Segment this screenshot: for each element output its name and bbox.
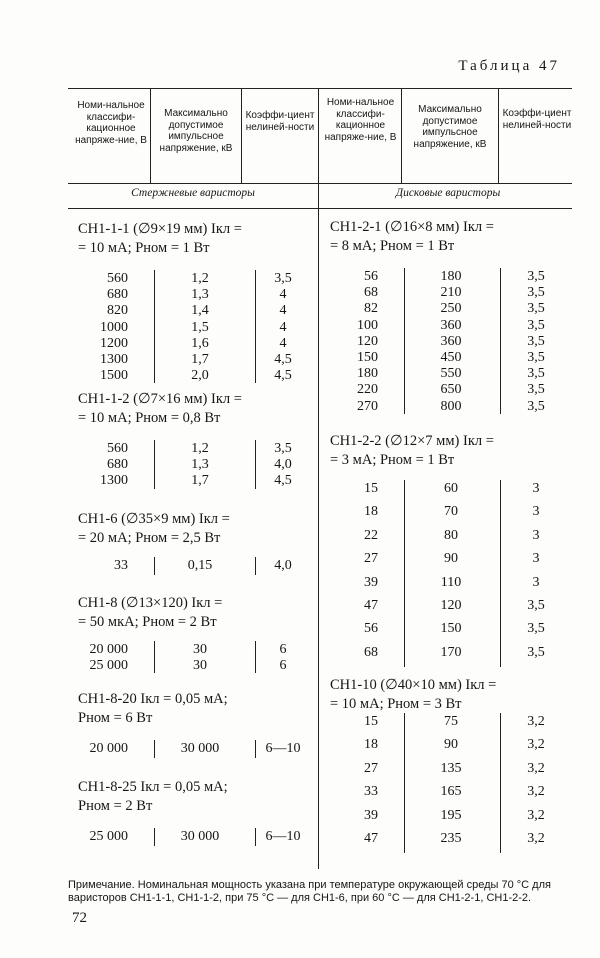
- nonlinearity-cell: 3,5: [527, 598, 545, 613]
- pulse-voltage-cell: 1,6: [191, 335, 209, 351]
- voltage-cell: 39: [364, 574, 378, 590]
- nonlinearity-cell: 4,5: [274, 352, 292, 367]
- voltage-cell: 270: [357, 398, 378, 414]
- pulse-voltage-cell: 235: [440, 831, 462, 846]
- nonlinearity-cell: 3,2: [527, 760, 545, 776]
- nonlinearity-cell: 4: [279, 303, 287, 319]
- table-row: [0, 620, 600, 638]
- pulse-voltage-cell: 75: [444, 714, 458, 729]
- group-caption-line: = 10 мА; Pном = 3 Вт: [330, 696, 462, 712]
- group-caption-line: = 10 мА; Pном = 1 Вт: [78, 240, 210, 256]
- voltage-cell: 560: [107, 441, 128, 456]
- header-divider: [150, 89, 151, 183]
- pulse-voltage-cell: 1,7: [191, 352, 209, 367]
- voltage-cell: 560: [107, 271, 128, 286]
- pulse-voltage-cell: 90: [444, 551, 458, 567]
- voltage-cell: 68: [364, 644, 378, 660]
- voltage-cell: 47: [364, 598, 378, 613]
- pulse-voltage-cell: 1,2: [191, 441, 209, 456]
- table-row: [0, 574, 600, 592]
- nonlinearity-cell: 4,0: [274, 558, 292, 573]
- voltage-cell: 33: [114, 558, 128, 573]
- group-caption-line: СН1-2-1 (∅16×8 мм) Iкл =: [330, 219, 494, 235]
- voltage-cell: 68: [364, 285, 378, 301]
- pulse-voltage-cell: 30 000: [180, 829, 220, 844]
- group-caption: [330, 432, 494, 470]
- nonlinearity-cell: 3: [532, 551, 540, 567]
- pulse-voltage-cell: 70: [444, 504, 458, 520]
- nonlinearity-cell: 3,2: [527, 831, 545, 846]
- nonlinearity-cell: 3,5: [527, 398, 545, 414]
- nonlinearity-cell: 3,5: [527, 644, 545, 660]
- table-row: [0, 644, 600, 662]
- voltage-cell: 56: [364, 621, 378, 637]
- group-caption-line: = 8 мА; Pном = 1 Вт: [330, 238, 455, 254]
- nonlinearity-cell: 6—10: [265, 741, 301, 756]
- nonlinearity-cell: 3: [532, 527, 540, 543]
- nonlinearity-cell: 3,5: [274, 271, 292, 286]
- pulse-voltage-cell: 360: [440, 333, 462, 349]
- voltage-cell: 120: [357, 333, 378, 349]
- pulse-voltage-cell: 30: [193, 642, 207, 657]
- pulse-voltage-cell: 1,2: [191, 271, 209, 286]
- pulse-voltage-cell: 170: [440, 644, 462, 660]
- pulse-voltage-cell: 30: [193, 658, 207, 674]
- nonlinearity-cell: 3,5: [527, 621, 545, 637]
- nonlinearity-cell: 4,5: [274, 368, 292, 384]
- group-caption-line: СН1-6 (∅35×9 мм) Iкл =: [78, 511, 230, 527]
- nonlinearity-cell: 3,2: [527, 737, 545, 753]
- pulse-voltage-cell: 1,5: [191, 319, 209, 335]
- nonlinearity-cell: 4,5: [274, 473, 292, 489]
- nonlinearity-cell: 3,5: [527, 269, 545, 284]
- nonlinearity-cell: 3,2: [527, 784, 545, 800]
- voltage-cell: 1000: [100, 319, 128, 335]
- voltage-cell: 180: [357, 366, 378, 382]
- header-divider: [241, 89, 242, 183]
- pulse-voltage-cell: 1,3: [191, 457, 209, 473]
- pulse-voltage-cell: 1,3: [191, 287, 209, 303]
- group-caption-line: = 50 мкА; Pном = 2 Вт: [78, 614, 217, 630]
- pulse-voltage-cell: 90: [444, 737, 458, 753]
- voltage-cell: 27: [364, 551, 378, 567]
- group-caption-line: СН1-1-2 (∅7×16 мм) Iкл =: [78, 391, 242, 407]
- subheader-rod: Стержневые варисторы: [131, 187, 255, 199]
- pulse-voltage-cell: 450: [440, 350, 462, 365]
- pulse-voltage-cell: 110: [440, 574, 462, 590]
- table-row: [0, 503, 600, 521]
- nonlinearity-cell: 6: [279, 642, 287, 657]
- table-row: [0, 736, 600, 754]
- pulse-voltage-cell: 550: [440, 366, 462, 382]
- nonlinearity-cell: 4,0: [274, 457, 292, 473]
- header-bottom-rule: [68, 183, 572, 184]
- pulse-voltage-cell: 150: [440, 621, 462, 637]
- voltage-cell: 82: [364, 301, 378, 317]
- header-left-coef: Коэффи-циент нелиней-ности: [245, 110, 315, 133]
- pulse-voltage-cell: 250: [440, 301, 462, 317]
- voltage-cell: 680: [107, 287, 128, 303]
- table-row: [0, 807, 600, 825]
- nonlinearity-cell: 3,5: [527, 366, 545, 382]
- nonlinearity-cell: 3,2: [527, 807, 545, 823]
- header-top-rule: [68, 88, 572, 89]
- nonlinearity-cell: 4: [279, 319, 287, 335]
- voltage-cell: 56: [364, 269, 378, 284]
- page-number: 72: [72, 910, 87, 926]
- group-caption-line: СН1-1-1 (∅9×19 мм) Iкл =: [78, 221, 242, 237]
- table-row: [0, 398, 600, 416]
- nonlinearity-cell: 6—10: [265, 829, 301, 844]
- pulse-voltage-cell: 210: [440, 285, 462, 301]
- table-row: [0, 480, 600, 498]
- group-caption-line: СН1-10 (∅40×10 мм) Iкл =: [330, 677, 497, 693]
- header-left-pulse: Максимально допустимое импульсное напряжение, кВ: [159, 108, 233, 154]
- nonlinearity-cell: 3: [532, 481, 540, 496]
- group-caption-line: Pном = 6 Вт: [78, 710, 153, 726]
- voltage-cell: 47: [364, 831, 378, 846]
- voltage-cell: 1300: [100, 352, 128, 367]
- pulse-voltage-cell: 135: [440, 760, 462, 776]
- group-caption: [330, 676, 496, 714]
- pulse-voltage-cell: 180: [440, 269, 462, 284]
- table-row: [0, 597, 600, 615]
- table-row: [0, 527, 600, 545]
- group-caption-line: СН1-2-2 (∅12×7 мм) Iкл =: [330, 433, 494, 449]
- group-caption-line: СН1-8-25 Iкл = 0,05 мА;: [78, 779, 228, 795]
- group-caption-line: Pном = 2 Вт: [78, 798, 153, 814]
- voltage-cell: 18: [364, 504, 378, 520]
- nonlinearity-cell: 3,5: [527, 382, 545, 398]
- group-caption-line: = 3 мА; Pном = 1 Вт: [330, 452, 455, 468]
- header-divider: [401, 89, 402, 183]
- voltage-cell: 25 000: [89, 829, 128, 844]
- subheader-rule: [68, 208, 572, 209]
- voltage-cell: 18: [364, 737, 378, 753]
- table-row: [0, 713, 600, 731]
- nonlinearity-cell: 4: [279, 287, 287, 303]
- group-caption-line: = 20 мА; Pном = 2,5 Вт: [78, 530, 221, 546]
- table-note: Примечание. Номинальная мощность указана при температуре окружающей среды 70 °С для варисторов СН1-1-1, СН1-1-2, при 75 °С — для СН1-6, при 60 °С — для СН1-2-1, СН1-2-2.: [68, 879, 551, 904]
- voltage-cell: 27: [364, 760, 378, 776]
- table-row: [0, 760, 600, 778]
- pulse-voltage-cell: 195: [440, 807, 462, 823]
- voltage-cell: 1500: [100, 368, 128, 384]
- pulse-voltage-cell: 80: [444, 527, 458, 543]
- group-caption: [330, 218, 494, 256]
- table-title: Таблица 47: [458, 58, 560, 74]
- voltage-cell: 20 000: [89, 741, 128, 756]
- header-divider: [498, 89, 499, 183]
- voltage-cell: 100: [357, 317, 378, 333]
- pulse-voltage-cell: 165: [440, 784, 462, 800]
- nonlinearity-cell: 3,5: [527, 350, 545, 365]
- voltage-cell: 15: [364, 714, 378, 729]
- nonlinearity-cell: 3: [532, 504, 540, 520]
- nonlinearity-cell: 6: [279, 658, 287, 674]
- header-right-voltage: Номи-нальное классифи-кационное напряже-ние, В: [324, 97, 397, 143]
- voltage-cell: 20 000: [89, 642, 128, 657]
- table-row: [0, 830, 600, 848]
- pulse-voltage-cell: 30 000: [180, 741, 220, 756]
- group-caption-line: = 10 мА; Pном = 0,8 Вт: [78, 410, 221, 426]
- pulse-voltage-cell: 1,4: [191, 303, 209, 319]
- nonlinearity-cell: 4: [279, 335, 287, 351]
- nonlinearity-cell: 3,5: [527, 285, 545, 301]
- nonlinearity-cell: 3,2: [527, 714, 545, 729]
- voltage-cell: 680: [107, 457, 128, 473]
- nonlinearity-cell: 3,5: [274, 441, 292, 456]
- subheader-disk: Дисковые варисторы: [395, 187, 501, 199]
- header-left-voltage: Номи-нальное классифи-кационное напряже-ние, В: [75, 100, 147, 146]
- nonlinearity-cell: 3: [532, 574, 540, 590]
- voltage-cell: 22: [364, 527, 378, 543]
- voltage-cell: 1200: [100, 335, 128, 351]
- header-right-coef: Коэффи-циент нелиней-ности: [502, 108, 572, 131]
- group-caption: [78, 220, 242, 258]
- pulse-voltage-cell: 2,0: [191, 368, 209, 384]
- voltage-cell: 1300: [100, 473, 128, 489]
- pulse-voltage-cell: 650: [440, 382, 462, 398]
- voltage-cell: 150: [357, 350, 378, 365]
- pulse-voltage-cell: 60: [444, 481, 458, 496]
- voltage-cell: 33: [364, 784, 378, 800]
- group-caption-line: СН1-8-20 Iкл = 0,05 мА;: [78, 691, 228, 707]
- nonlinearity-cell: 3,5: [527, 317, 545, 333]
- table-row: [0, 550, 600, 568]
- voltage-cell: 39: [364, 807, 378, 823]
- voltage-cell: 15: [364, 481, 378, 496]
- nonlinearity-cell: 3,5: [527, 301, 545, 317]
- voltage-cell: 220: [357, 382, 378, 398]
- table-row: [0, 783, 600, 801]
- group-caption-line: СН1-8 (∅13×120) Iкл =: [78, 595, 223, 611]
- pulse-voltage-cell: 1,7: [191, 473, 209, 489]
- voltage-cell: 820: [107, 303, 128, 319]
- pulse-voltage-cell: 360: [440, 317, 462, 333]
- header-right-pulse: Максимально допустимое импульсное напряжение, кВ: [413, 104, 487, 150]
- pulse-voltage-cell: 120: [440, 598, 462, 613]
- pulse-voltage-cell: 0,15: [187, 558, 213, 573]
- nonlinearity-cell: 3,5: [527, 333, 545, 349]
- pulse-voltage-cell: 800: [440, 398, 462, 414]
- voltage-cell: 25 000: [89, 658, 128, 674]
